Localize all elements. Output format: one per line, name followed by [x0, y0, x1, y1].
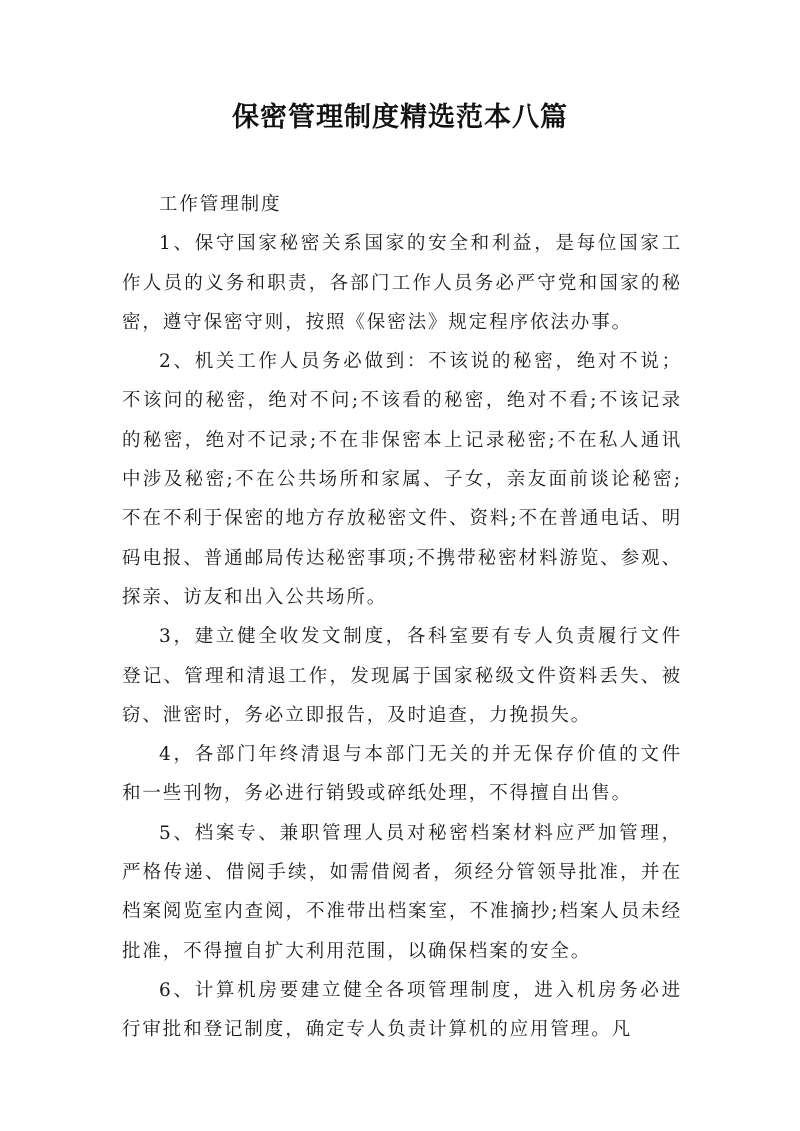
paragraph-4: 4，各部门年终清退与本部门无关的并无保存价值的文件和一些刊物，务必进行销毁或碎纸处理，不得擅自出售。 — [122, 744, 682, 805]
document-title: 保密管理制度精选范本八篇 — [232, 102, 568, 133]
paragraph-3: 3，建立健全收发文制度，各科室要有专人负责履行文件登记、管理和清退工作，发现属于国家秘级文件资料丢失、被窃、泄密时，务必立即报告，及时追查，力挽损失。 — [122, 626, 682, 726]
paragraph-2: 2、机关工作人员务必做到：不该说的秘密，绝对不说；不该问的秘密，绝对不问;不该看的秘密，绝对不看;不该记录的秘密，绝对不记录;不在非保密本上记录秘密;不在私人通讯中涉及秘密;不在公共场所和家属、子女，亲友面前谈论秘密;不在不利于保密的地方存放秘密文件、资料;不在普通电话、明码电报、普通邮局传达秘密事项;不携带秘密材料游览、参观、探亲、访友和出入公共场所。 — [122, 351, 682, 608]
paragraph-5: 5、档案专、兼职管理人员对秘密档案材料应严加管理，严格传递、借阅手续，如需借阅者，须经分管领导批准，并在档案阅览室内查阅，不准带出档案室，不准摘抄;档案人员未经批准，不得擅自扩大利用范围，以确保档案的安全。 — [122, 822, 682, 962]
paragraph-1: 1、保守国家秘密关系国家的安全和利益，是每位国家工作人员的义务和职责，各部门工作人员务必严守党和国家的秘密，遵守保密守则，按照《保密法》规定程序依法办事。 — [122, 233, 682, 333]
paragraph-6: 6、计算机房要建立健全各项管理制度，进入机房务必进行审批和登记制度，确定专人负责计算机的应用管理。凡 — [122, 979, 682, 1041]
section-heading: 工作管理制度 — [159, 194, 282, 215]
document-body — [122, 185, 682, 1050]
